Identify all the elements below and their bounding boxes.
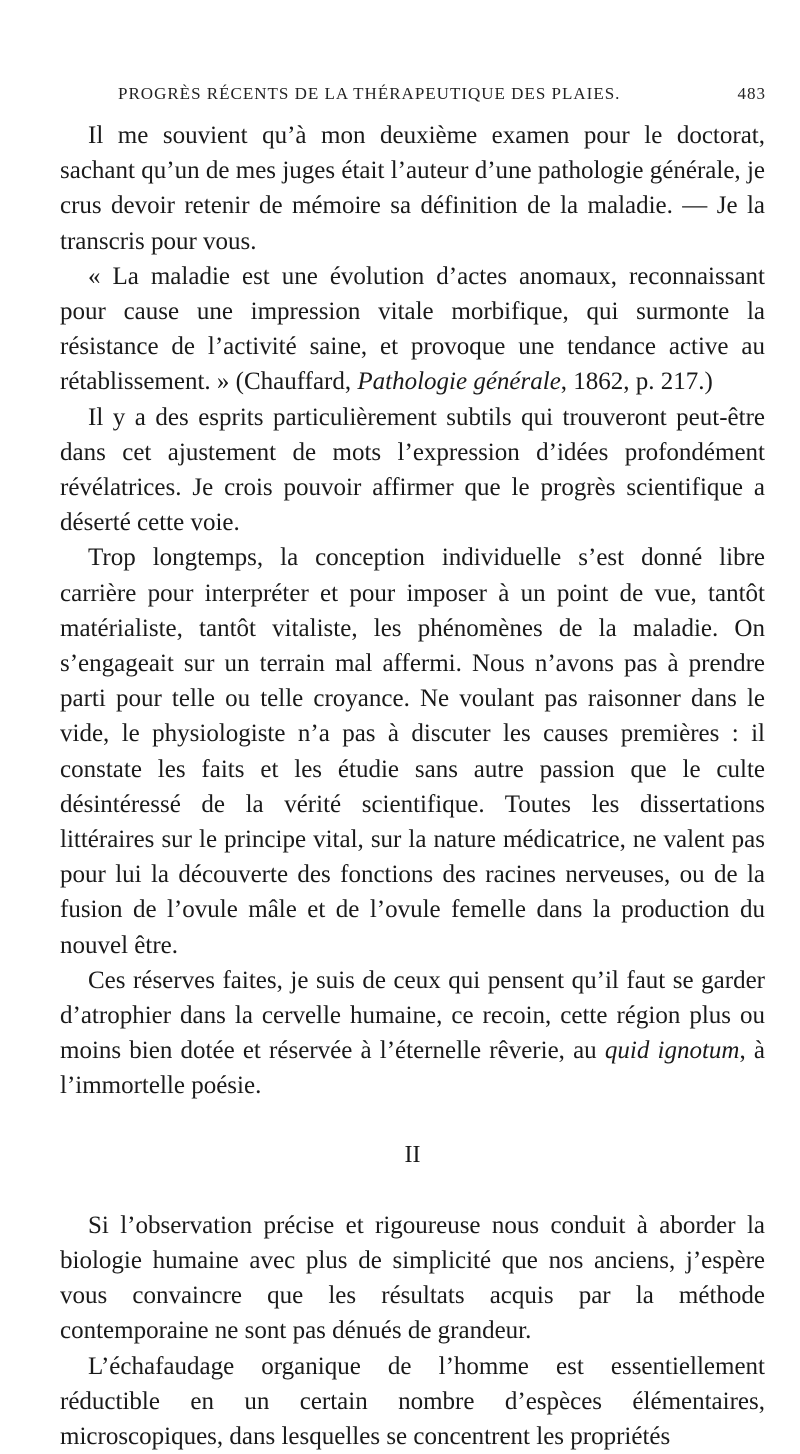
paragraph-2-text-a: « La maladie est une évolution d’actes anomaux, reconnaissant pour cause une impression vitale morbifique, qui surmonte la résistance de l’activité saine, et provoque une tendance active au rétablissement. » (Chauffard, bbox=[60, 263, 765, 396]
running-header bbox=[118, 84, 766, 110]
running-title: PROGRÈS RÉCENTS DE LA THÉRAPEUTIQUE DES PLAIES. bbox=[118, 84, 620, 104]
paragraph-5-text-a: Ces réserves faites, je suis de ceux qui pensent qu’il faut se garder d’atrophier dans la cervelle humaine, ce recoin, cette région plus ou moins bien dotée et réservée à l’éternelle rêverie, au bbox=[60, 967, 765, 1064]
paragraph-5-text-b: , à l’immortelle poésie. bbox=[60, 1037, 765, 1099]
paragraph-6: Si l’observation précise et rigoureuse nous conduit à aborder la biologie humaine avec plus de simplicité que nos anciens, j’espère vous convaincre que les résultats acquis par la méthode contemporaine ne sont pas dénués de grandeur. bbox=[60, 1208, 765, 1349]
section-heading: II bbox=[60, 1140, 765, 1170]
paragraph-7: L’échafaudage organique de l’homme est essentiellement réductible en un certain nombre d’espèces élémentaires, microscopiques, dans lesquelles se concentrent les propriétés bbox=[60, 1349, 765, 1454]
cited-book-title: Pathologie générale bbox=[357, 368, 560, 395]
paragraph-2 bbox=[60, 259, 765, 400]
latin-phrase: quid ignotum bbox=[605, 1037, 740, 1064]
paragraph-3: Il y a des esprits particulièrement subtils qui trouveront peut-être dans cet ajustement de mots l’expression d’idées profondément révélatrices. Je crois pouvoir affirmer que le progrès scientifique a déserté cette voie. bbox=[60, 400, 765, 541]
paragraph-1: Il me souvient qu’à mon deuxième examen pour le doctorat, sachant qu’un de mes juges était l’auteur d’une pathologie générale, je crus devoir retenir de mémoire sa définition de la maladie. — Je la transcris pour vous. bbox=[60, 118, 765, 259]
paragraph-4: Trop longtemps, la conception individuelle s’est donné libre carrière pour interpréter et pour imposer à un point de vue, tantôt matérialiste, tantôt vitaliste, les phénomènes de la maladie. On s’engageait sur un terrain mal affermi. Nous n’avons pas à prendre parti pour telle ou telle croyance. Ne voulant pas raisonner dans le vide, le physiologiste n’a pas à discuter les causes premières : il constate les faits et les étudie sans autre passion que le culte désintéressé de la vérité scientifique. Toutes les dissertations littéraires sur le principe vital, sur la nature médicatrice, ne valent pas pour lui la découverte des fonctions des racines nerveuses, ou de la fusion de l’ovule mâle et de l’ovule femelle dans la production du nouvel être. bbox=[60, 540, 765, 962]
page-number: 483 bbox=[738, 84, 767, 104]
page-body bbox=[60, 118, 765, 1454]
paragraph-5 bbox=[60, 963, 765, 1104]
paragraph-2-text-b: , 1862, p. 217.) bbox=[561, 368, 713, 395]
